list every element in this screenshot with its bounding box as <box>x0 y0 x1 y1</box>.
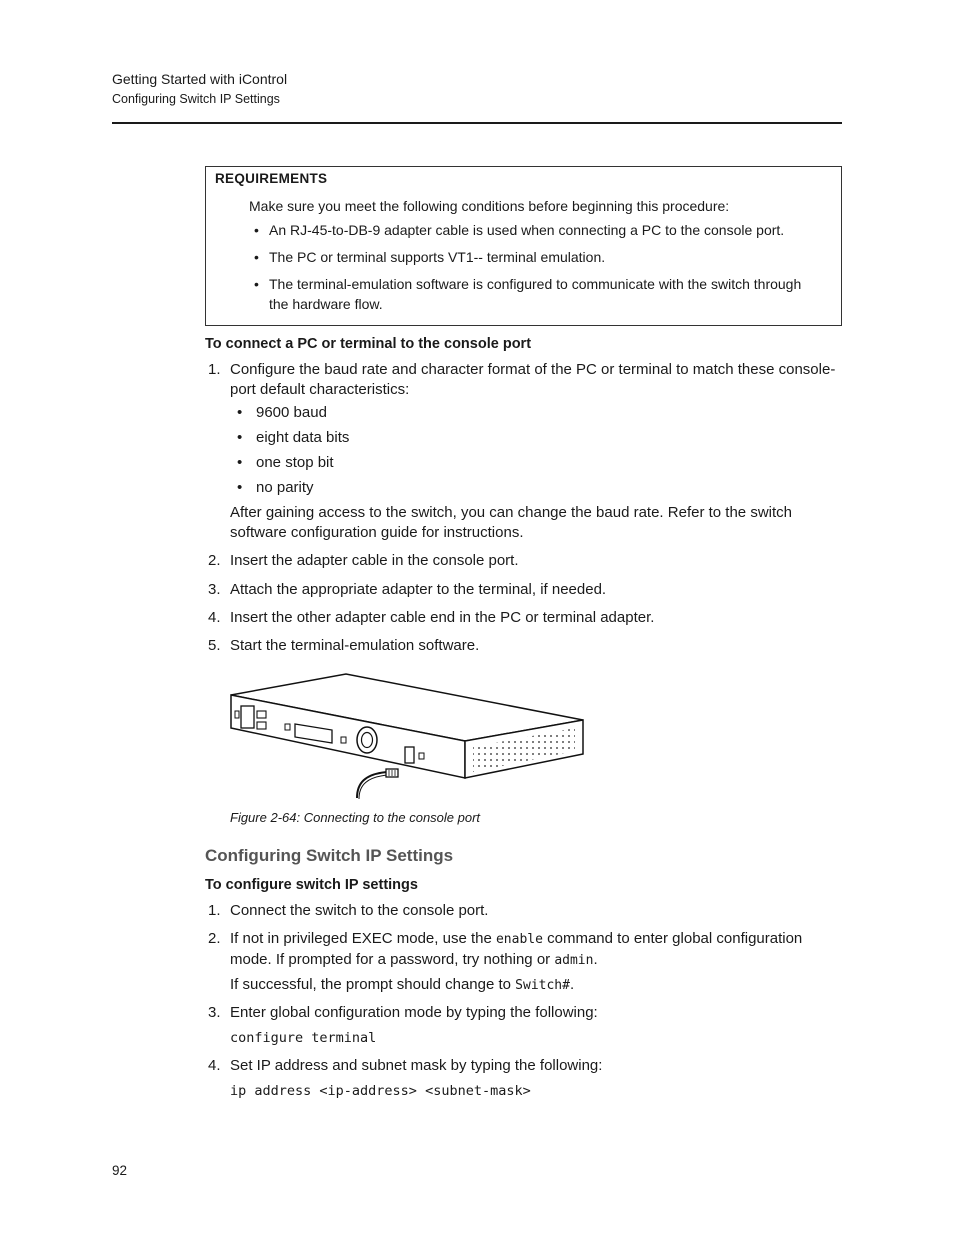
characteristic-bullet: • one stop bit <box>237 454 334 471</box>
inline-code: enable <box>495 932 543 947</box>
procedure-step: 2. Insert the adapter cable in the console port. <box>208 552 519 569</box>
procedure-step: 1. Configure the baud rate and character format of the PC or terminal to match these console- <box>208 361 836 378</box>
procedure-step: 5. Start the terminal-emulation software. <box>208 637 480 654</box>
procedure-heading: To connect a PC or terminal to the console port <box>205 336 532 352</box>
procedure-step: 3. Attach the appropriate adapter to the terminal, if needed. <box>208 581 607 598</box>
step-note: After gaining access to the switch, you can change the baud rate. Refer to the switch <box>230 504 792 521</box>
figure-caption: Figure 2-64: Connecting to the console port <box>230 810 481 825</box>
procedure-step: 4. Insert the other adapter cable end in the PC or terminal adapter. <box>208 609 655 626</box>
requirements-item: • An RJ-45-to-DB-9 adapter cable is used when connecting a PC to the console port. <box>254 222 785 238</box>
procedure-step: 3. Enter global configuration mode by typing the following: <box>208 1004 598 1021</box>
procedure-step-continuation: mode. If prompted for a password, try nothing or admin. <box>230 951 598 968</box>
page-number: 92 <box>112 1163 128 1178</box>
requirements-intro: Make sure you meet the following conditions before beginning this procedure: <box>249 198 730 214</box>
procedure-step: 1. Connect the switch to the console port. <box>208 902 489 919</box>
code-example: configure terminal <box>230 1030 377 1046</box>
header-rule <box>112 122 842 124</box>
procedure-step: 4. Set IP address and subnet mask by typing the following: <box>208 1057 603 1074</box>
characteristic-bullet: • 9600 baud <box>237 404 327 421</box>
inline-code: Switch# <box>515 978 570 993</box>
procedure-step-continuation: port default characteristics: <box>230 381 410 398</box>
switch-console-illustration <box>225 668 590 803</box>
step-note: If successful, the prompt should change to Switch#. <box>230 976 575 993</box>
inline-code: admin <box>554 953 594 968</box>
characteristic-bullet: • no parity <box>237 479 314 496</box>
requirements-title: REQUIREMENTS <box>215 171 328 186</box>
characteristic-bullet: • eight data bits <box>237 429 350 446</box>
requirements-item: • The PC or terminal supports VT1-- terminal emulation. <box>254 249 606 265</box>
code-example: ip address <ip-address> <subnet-mask> <box>230 1083 531 1099</box>
running-header-title: Getting Started with iControl <box>112 71 288 87</box>
requirements-item: • The terminal-emulation software is configured to communicate with the switch through <box>254 276 802 292</box>
running-header-subtitle: Configuring Switch IP Settings <box>112 92 280 106</box>
procedure-step: 2. If not in privileged EXEC mode, use the enable command to enter global configuration <box>208 930 803 947</box>
procedure-heading: To configure switch IP settings <box>205 877 418 893</box>
section-title: Configuring Switch IP Settings <box>205 846 454 865</box>
requirements-item-continuation: the hardware flow. <box>269 296 383 312</box>
step-note-continuation: software configuration guide for instructions. <box>230 524 524 541</box>
